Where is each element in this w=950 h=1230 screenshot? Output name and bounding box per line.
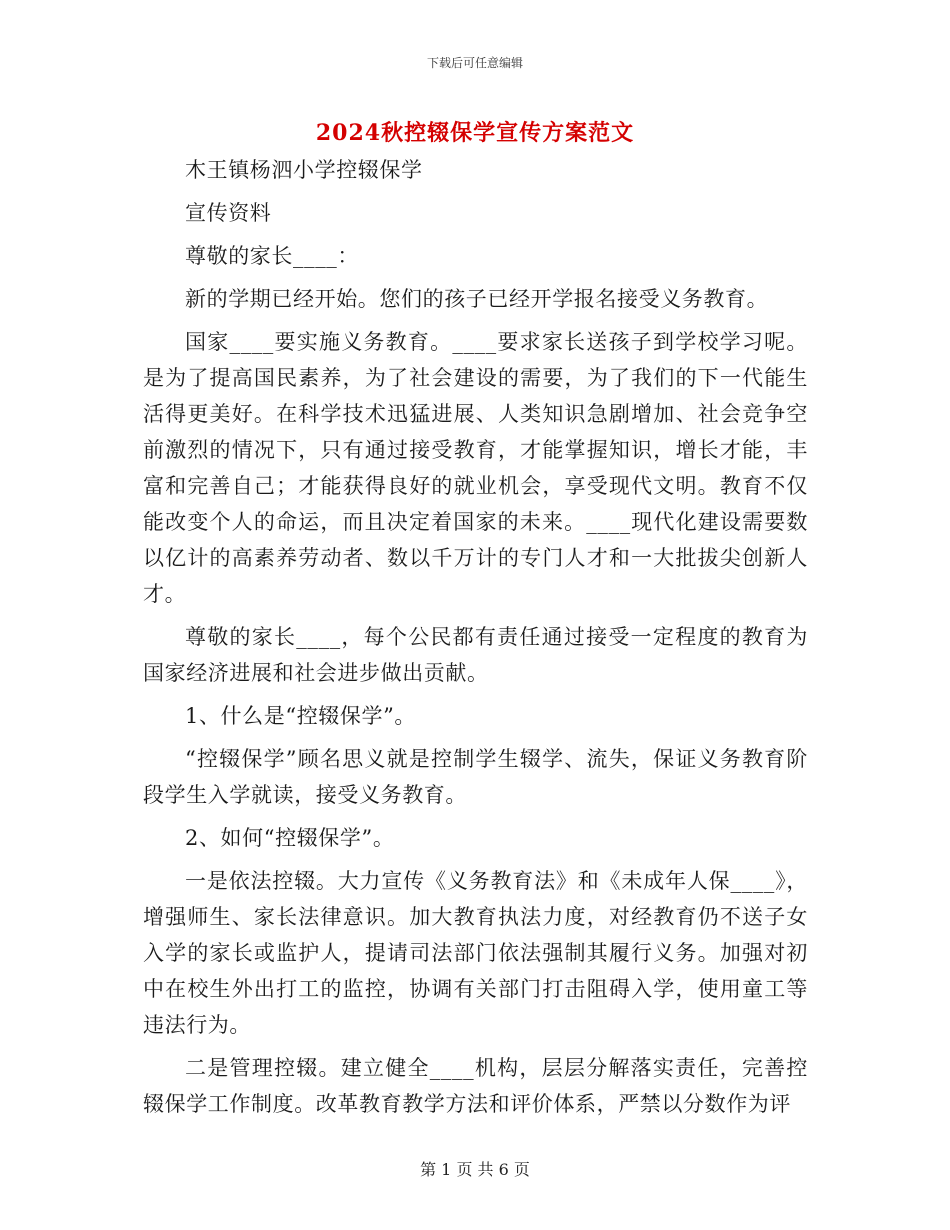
paragraph: 一是依法控辍。大力宣传《义务教育法》和《未成年人保____》，增强师生、家长法律意识。加大教育执法力度，对经教育仍不送子女入学的家长或监护人，提请司法部门依法强制其履行义务。加强对初中在校生外出打工的监控，协调有关部门打击阻碍入学，使用童工等违法行为。 [143, 869, 808, 1037]
page-footer: 第 1 页 共 6 页 [420, 1160, 530, 1179]
document-body [143, 152, 808, 1129]
paragraph: 尊敬的家长____，每个公民都有责任通过接受一定程度的教育为国家经济进展和社会进步做出贡献。 [143, 625, 808, 685]
paragraph: 木王镇杨泗小学控辍保学 [185, 158, 423, 182]
header-note: 下载后可任意编辑 [426, 56, 523, 70]
paragraph: 国家____要实施义务教育。____要求家长送孩子到学校学习呢。是为了提高国民素养，为了社会建设的需要，为了我们的下一代能生活得更美好。在科学技术迅猛进展、人类知识急剧增加、社会竞争空前激烈的情况下，只有通过接受教育，才能掌握知识，增长才能，丰富和完善自己；才能获得良好的就业机会，享受现代文明。教育不仅能改变个人的命运，而且决定着国家的未来。____现代化建设需要数以亿计的高素养劳动者、数以千万计的专门人才和一大批拔尖创新人才。 [143, 330, 808, 606]
paragraph: 宣传资料 [185, 201, 272, 225]
paragraph: 尊敬的家长____： [185, 244, 359, 268]
section-heading: 2、如何“控辍保学”。 [185, 826, 395, 850]
paragraph: “控辍保学”顾名思义就是控制学生辍学、流失，保证义务教育阶段学生入学就读，接受义务教育。 [143, 747, 808, 807]
document-title: 2024秋控辍保学宣传方案范文 [315, 120, 635, 146]
paragraph: 二是管理控辍。建立健全____机构，层层分解落实责任，完善控辍保学工作制度。改革教育教学方法和评价体系，严禁以分数作为评 [143, 1056, 808, 1116]
section-heading: 1、什么是“控辍保学”。 [185, 704, 417, 728]
paragraph: 新的学期已经开始。您们的孩子已经开学报名接受义务教育。 [185, 287, 769, 311]
